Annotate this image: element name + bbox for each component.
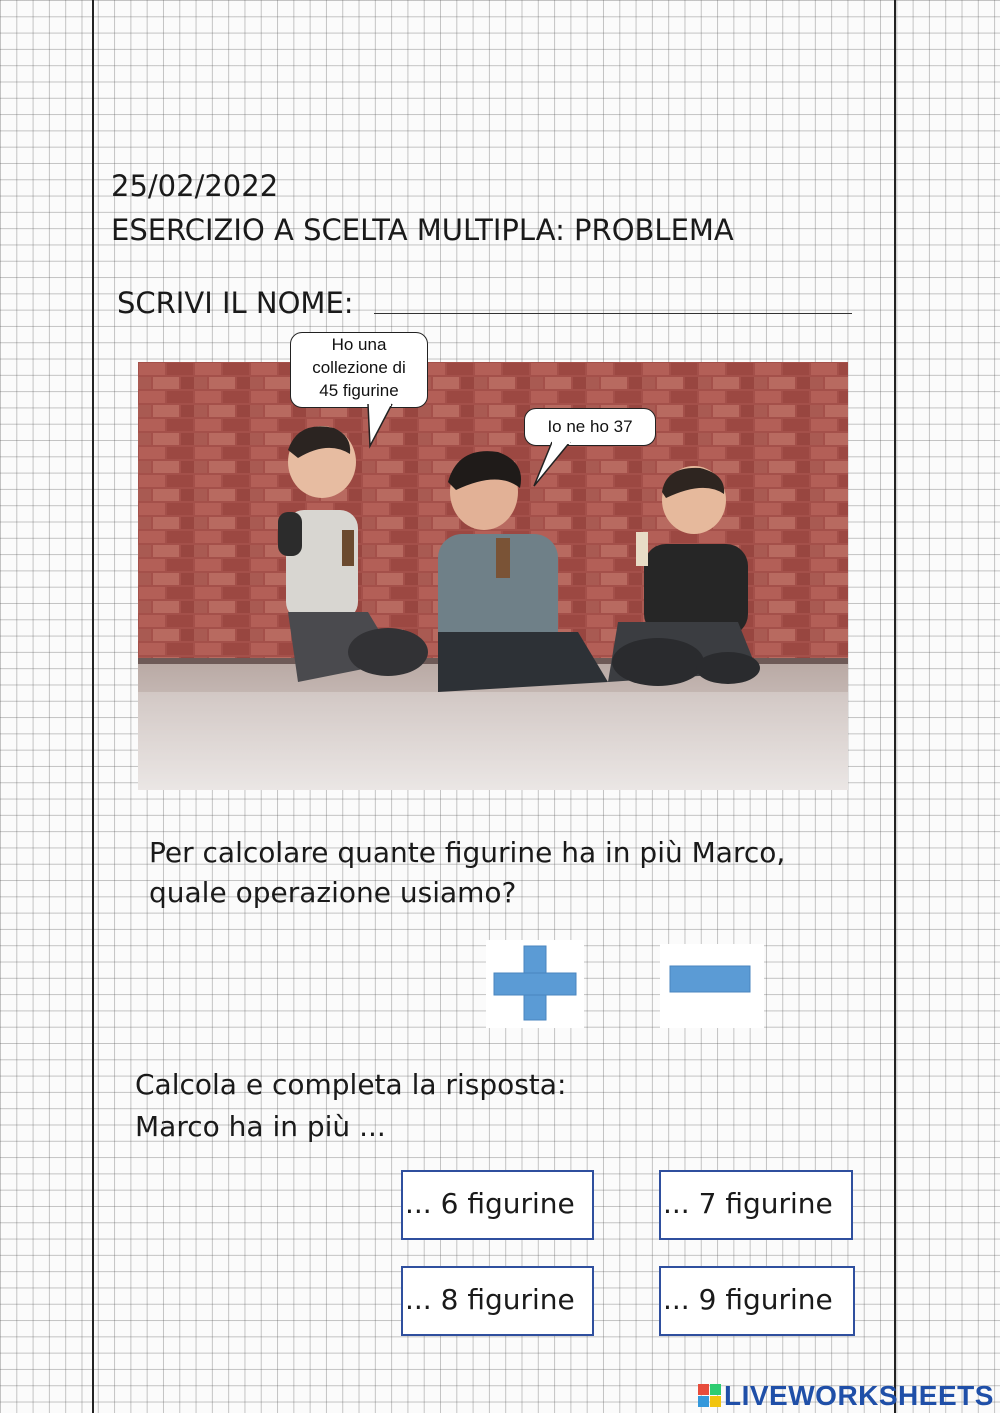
completion-line-1: Calcola e completa la risposta: [135,1068,567,1101]
speech-bubble-left [290,332,428,408]
date-text: 25/02/2022 [111,169,279,203]
exercise-title: ESERCIZIO A SCELTA MULTIPLA: PROBLEMA [111,213,734,247]
name-input-line[interactable] [374,313,852,314]
plus-choice-button[interactable] [486,940,584,1028]
children-photo [138,362,848,790]
answer-option-9[interactable]: ... 9 figurine [659,1266,855,1336]
question-line-1: Per calcolare quante figurine ha in più Marco, [149,836,786,869]
speech-bubble-right-tail [530,440,580,490]
bubble-right-text: Io ne ho 37 [547,417,633,436]
bubble-left-line-3: 45 figurine [319,381,399,400]
name-label: SCRIVI IL NOME: [117,286,354,320]
right-margin-line [894,0,896,1413]
minus-icon [660,944,764,1028]
liveworksheets-logo-icon [698,1384,722,1408]
bubble-left-line-1: Ho una [331,335,387,354]
bubble-left-line-2: collezione di [312,358,406,377]
completion-line-2: Marco ha in più ... [135,1110,386,1143]
left-margin-line [92,0,94,1413]
answer-option-6[interactable]: ... 6 figurine [401,1170,594,1240]
answer-option-8[interactable]: ... 8 figurine [401,1266,594,1336]
question-line-2: quale operazione usiamo? [149,876,517,909]
minus-choice-button[interactable] [660,944,764,1028]
plus-icon [486,940,584,1028]
liveworksheets-logo [698,1380,994,1412]
speech-bubble-left-tail [362,402,402,450]
liveworksheets-logo-text: LIVEWORKSHEETS [724,1380,994,1411]
answer-option-7[interactable]: ... 7 figurine [659,1170,853,1240]
